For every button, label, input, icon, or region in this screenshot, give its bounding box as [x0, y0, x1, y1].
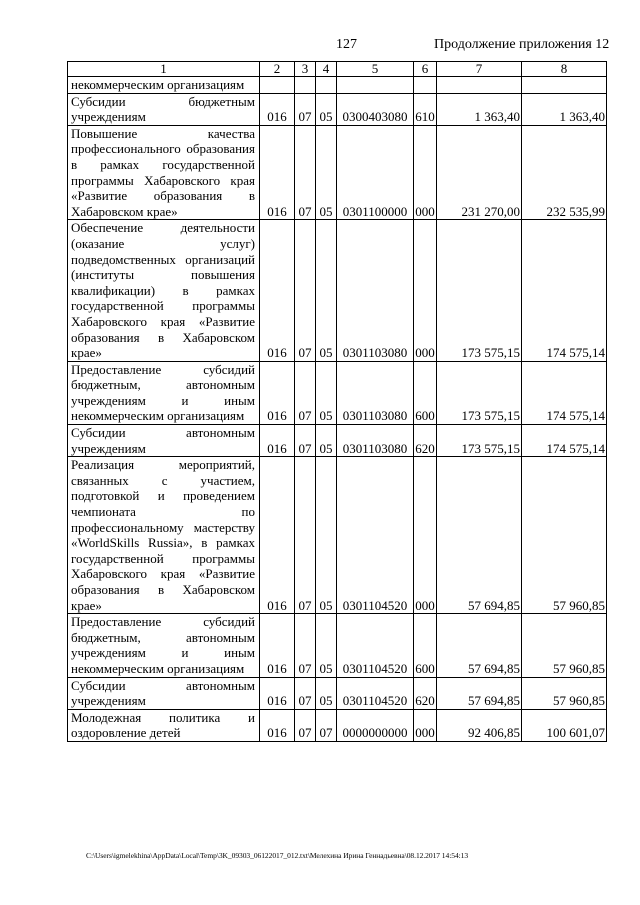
cell-expense-type: 620	[414, 677, 437, 709]
continuation-title: Продолжение приложения 12	[434, 37, 610, 52]
header-cell: 3	[295, 62, 316, 77]
cell-subsection: 05	[316, 93, 337, 125]
cell-ministry: 016	[260, 93, 295, 125]
cell-target-article: 0301103080	[337, 425, 414, 457]
cell-ministry: 016	[260, 125, 295, 220]
table-row	[68, 614, 607, 677]
row-name: Субсидии автономным учреждениям	[68, 425, 260, 457]
cell-amount-year2: 57 960,85	[522, 614, 607, 677]
cell-ministry: 016	[260, 677, 295, 709]
cell-target-article: 0301104520	[337, 457, 414, 614]
budget-table	[67, 61, 607, 742]
cell-amount-year1: 173 575,15	[437, 220, 522, 361]
table-row	[68, 709, 607, 741]
cell-amount-year2: 174 575,14	[522, 425, 607, 457]
cell-section: 07	[295, 677, 316, 709]
cell-amount-year1: 1 363,40	[437, 93, 522, 125]
table-row	[68, 93, 607, 125]
cell-section	[295, 77, 316, 94]
cell-subsection: 05	[316, 220, 337, 361]
cell-amount-year2: 174 575,14	[522, 220, 607, 361]
cell-section: 07	[295, 361, 316, 424]
cell-amount-year2	[522, 77, 607, 94]
cell-target-article: 0300403080	[337, 93, 414, 125]
table-row	[68, 677, 607, 709]
cell-expense-type: 000	[414, 220, 437, 361]
cell-target-article: 0301103080	[337, 361, 414, 424]
row-name: Молодежная политика и оздоровление детей	[68, 709, 260, 741]
row-name: Повышение качества профессионального образования в рамках государственной программы Хабаровского края «Развитие образования в Хабаровском крае»	[68, 125, 260, 220]
table-row	[68, 77, 607, 94]
cell-target-article: 0000000000	[337, 709, 414, 741]
footer-path: C:\Users\igmelekhina\AppData\Local\Temp\3K_09303_06122017_012.txt\Мелехина Ирина Геннадьевна\08.12.2017 14:54:13	[86, 851, 469, 860]
row-name: Обеспечение деятельности (оказание услуг) подведомственных организаций (институты повышения квалификации) в рамках государственной программы Хабаровского края «Развитие образования в Хабаровском крае»	[68, 220, 260, 361]
cell-ministry: 016	[260, 220, 295, 361]
cell-target-article	[337, 77, 414, 94]
cell-target-article: 0301104520	[337, 677, 414, 709]
cell-subsection: 07	[316, 709, 337, 741]
cell-expense-type: 000	[414, 125, 437, 220]
table-row	[68, 125, 607, 220]
header-cell: 5	[337, 62, 414, 77]
cell-amount-year2: 57 960,85	[522, 457, 607, 614]
cell-section: 07	[295, 220, 316, 361]
cell-expense-type: 000	[414, 457, 437, 614]
cell-amount-year1: 57 694,85	[437, 457, 522, 614]
header-cell: 1	[68, 62, 260, 77]
table-body	[68, 77, 607, 742]
table-header	[68, 62, 607, 77]
cell-amount-year1: 173 575,15	[437, 361, 522, 424]
cell-amount-year1: 57 694,85	[437, 677, 522, 709]
cell-expense-type: 000	[414, 709, 437, 741]
cell-section: 07	[295, 709, 316, 741]
cell-expense-type	[414, 77, 437, 94]
cell-target-article: 0301100000	[337, 125, 414, 220]
cell-ministry	[260, 77, 295, 94]
cell-amount-year2: 232 535,99	[522, 125, 607, 220]
cell-expense-type: 600	[414, 614, 437, 677]
cell-section: 07	[295, 125, 316, 220]
cell-amount-year2: 1 363,40	[522, 93, 607, 125]
cell-amount-year2: 100 601,07	[522, 709, 607, 741]
cell-expense-type: 600	[414, 361, 437, 424]
cell-ministry: 016	[260, 614, 295, 677]
row-name: Реализация мероприятий, связанных с участием, подготовкой и проведением чемпионата по профессиональному мастерству «WorldSkills Russia», в рамках государственной программы Хабаровского края «Развитие образования в Хабаровском крае»	[68, 457, 260, 614]
cell-section: 07	[295, 457, 316, 614]
cell-subsection: 05	[316, 614, 337, 677]
cell-expense-type: 610	[414, 93, 437, 125]
cell-subsection: 05	[316, 425, 337, 457]
cell-amount-year1	[437, 77, 522, 94]
cell-subsection: 05	[316, 677, 337, 709]
table-row	[68, 425, 607, 457]
cell-amount-year2: 174 575,14	[522, 361, 607, 424]
cell-target-article: 0301103080	[337, 220, 414, 361]
cell-ministry: 016	[260, 457, 295, 614]
cell-ministry: 016	[260, 361, 295, 424]
cell-section: 07	[295, 425, 316, 457]
cell-subsection: 05	[316, 125, 337, 220]
cell-section: 07	[295, 93, 316, 125]
page-number: 127	[336, 37, 357, 52]
cell-amount-year1: 92 406,85	[437, 709, 522, 741]
table-row	[68, 361, 607, 424]
cell-amount-year1: 57 694,85	[437, 614, 522, 677]
cell-amount-year1: 173 575,15	[437, 425, 522, 457]
table-row	[68, 220, 607, 361]
cell-subsection	[316, 77, 337, 94]
row-name: некоммерческим организациям	[68, 77, 260, 94]
row-name: Субсидии автономным учреждениям	[68, 677, 260, 709]
cell-section: 07	[295, 614, 316, 677]
cell-target-article: 0301104520	[337, 614, 414, 677]
header-cell: 8	[522, 62, 607, 77]
header-cell: 4	[316, 62, 337, 77]
cell-amount-year2: 57 960,85	[522, 677, 607, 709]
header-cell: 2	[260, 62, 295, 77]
cell-ministry: 016	[260, 709, 295, 741]
row-name: Субсидии бюджетным учреждениям	[68, 93, 260, 125]
header-cell: 7	[437, 62, 522, 77]
row-name: Предоставление субсидий бюджетным, автономным учреждениям и иным некоммерческим организациям	[68, 614, 260, 677]
cell-expense-type: 620	[414, 425, 437, 457]
table-row	[68, 457, 607, 614]
cell-amount-year1: 231 270,00	[437, 125, 522, 220]
row-name: Предоставление субсидий бюджетным, автономным учреждениям и иным некоммерческим организациям	[68, 361, 260, 424]
cell-subsection: 05	[316, 361, 337, 424]
cell-ministry: 016	[260, 425, 295, 457]
header-cell: 6	[414, 62, 437, 77]
cell-subsection: 05	[316, 457, 337, 614]
